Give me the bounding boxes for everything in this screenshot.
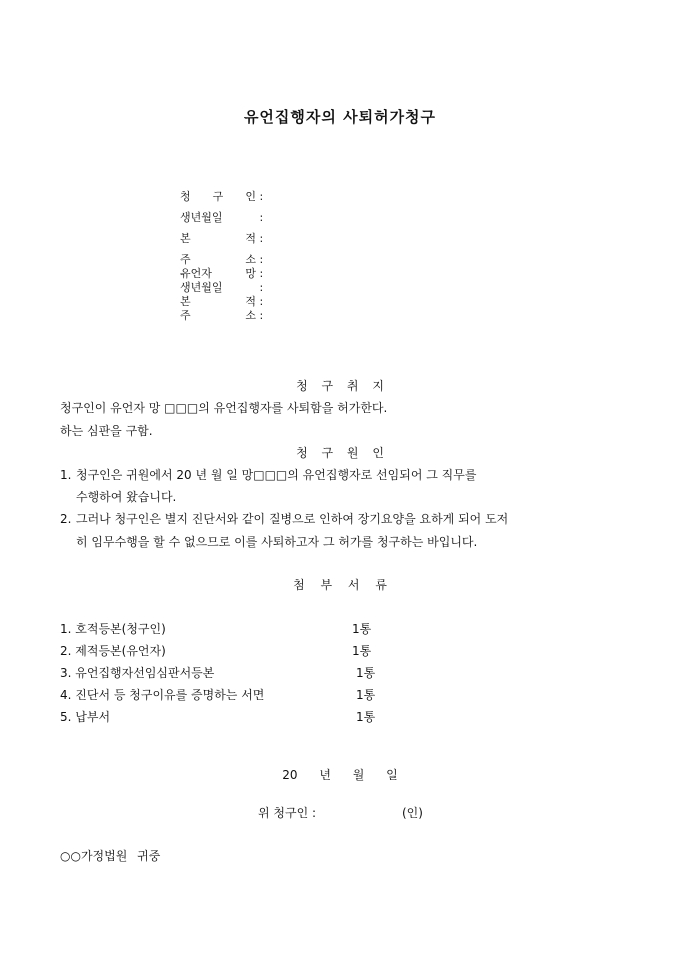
party-label: 생년월일 [180,211,223,224]
party-row [180,310,263,321]
cause-item-number: 2. [60,512,72,526]
party-label: 청 구 인 [180,190,256,203]
attachment-count: 1통 [352,644,372,658]
document-title: 유언집행자의 사퇴허가청구 [243,108,437,126]
attachment-label: 1. 호적등본(청구인) [60,622,166,636]
seal-mark: (인) [402,806,423,820]
attachment-count: 1통 [356,666,376,680]
cause-item-line: 청구인은 귀원에서 20 년 월 일 망□□□의 유언집행자로 선임되어 그 직무를 [76,468,477,482]
cause-heading: 청 구 원 인 [296,446,384,460]
party-row [180,212,263,223]
party-label: 유언자 망 [180,267,256,280]
party-colon: : [259,309,264,322]
party-label: 본 적 [180,295,256,308]
party-label: 주 소 [180,253,256,266]
attachment-label: 2. 제적등본(유언자) [60,644,166,658]
party-row [180,268,263,279]
attachment-label: 4. 진단서 등 청구이유를 증명하는 서면 [60,688,265,702]
party-colon: : [259,295,264,308]
purpose-heading: 청 구 취 지 [296,379,384,393]
signature-label: 위 청구인 : [258,806,317,820]
cause-item-line: 히 임무수행을 할 수 없으므로 이를 사퇴하고자 그 허가를 청구하는 바입니다. [76,535,478,549]
attachment-label: 5. 납부서 [60,710,111,724]
party-row [180,296,263,307]
party-row [180,254,263,265]
party-label: 본 적 [180,232,256,245]
party-row [180,233,263,244]
party-colon: : [259,232,264,245]
attachment-count: 1통 [356,688,376,702]
party-colon: : [259,281,264,294]
party-label: 주 소 [180,309,256,322]
cause-item-line: 그러나 청구인은 별지 진단서와 같이 질병으로 인하여 장기요양을 요하게 되어 도저 [76,512,509,526]
party-colon: : [259,267,264,280]
attachment-label: 3. 유언집행자선임심판서등본 [60,666,215,680]
attachment-count: 1통 [352,622,372,636]
party-label: 생년월일 [180,281,223,294]
purpose-line: 청구인이 유언자 망 □□□의 유언집행자를 사퇴함을 허가한다. [60,401,388,415]
date-line: 20 년 월 일 [282,768,398,782]
party-colon: : [259,211,264,224]
cause-item-line: 수행하여 왔습니다. [76,490,177,504]
party-row [180,282,263,293]
attachments-heading: 첨 부 서 류 [293,578,387,592]
court-addressee: ○○가정법원 귀중 [60,849,161,863]
cause-item-number: 1. [60,468,72,482]
party-row [180,191,263,202]
party-colon: : [259,190,264,203]
purpose-line: 하는 심판을 구함. [60,424,153,438]
party-colon: : [259,253,264,266]
attachment-count: 1통 [356,710,376,724]
